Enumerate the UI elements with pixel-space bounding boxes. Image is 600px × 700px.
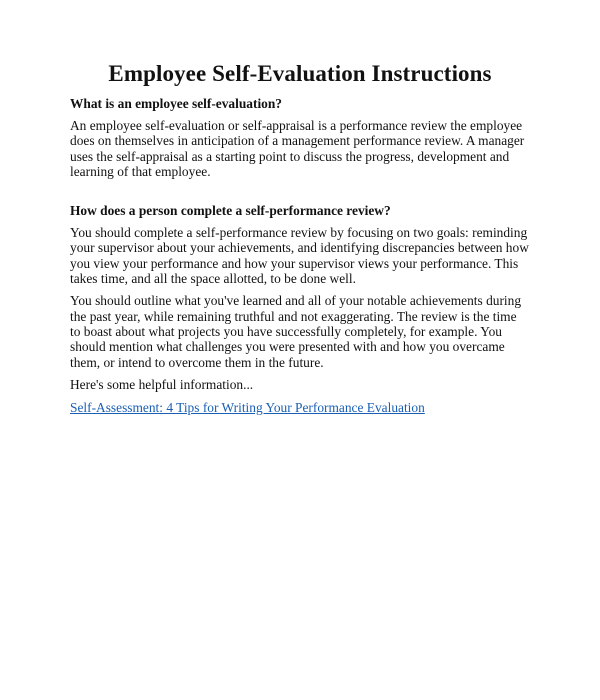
- section-heading-what-is: What is an employee self-evaluation?: [70, 96, 283, 111]
- section-heading-how-to: How does a person complete a self-performance review?: [70, 203, 391, 219]
- paragraph-definition: An employee self-evaluation or self-appraisal is a performance review the employee does on themselves in anticipation of a management performance review. A manager uses the self-appraisal as a starting point to discuss the progress, development and learning of that employee.: [70, 118, 525, 179]
- paragraph-helpful-info: Here's some helpful information...: [70, 376, 254, 392]
- page-title: Employee Self-Evaluation Instructions: [108, 61, 492, 86]
- spacer: [70, 179, 530, 201]
- self-assessment-tips-link[interactable]: Self-Assessment: 4 Tips for Writing Your Performance Evaluation: [70, 400, 425, 416]
- paragraph-goals: You should complete a self-performance review by focusing on two goals: reminding your supervisor about your achievements, and identifying discrepancies between how you view your performance and how your supervisor views your performance. This takes time, and all the space allotted, to be done well.: [70, 225, 529, 287]
- paragraph-outline: You should outline what you've learned and all of your notable achievements during the past year, while remaining truthful and not exaggerating. The review is the time to boast about what projects you have successfully completely, for example. You should mention what challenges you were presented with and how you overcame them, or intend to overcome them in the future.: [70, 293, 522, 370]
